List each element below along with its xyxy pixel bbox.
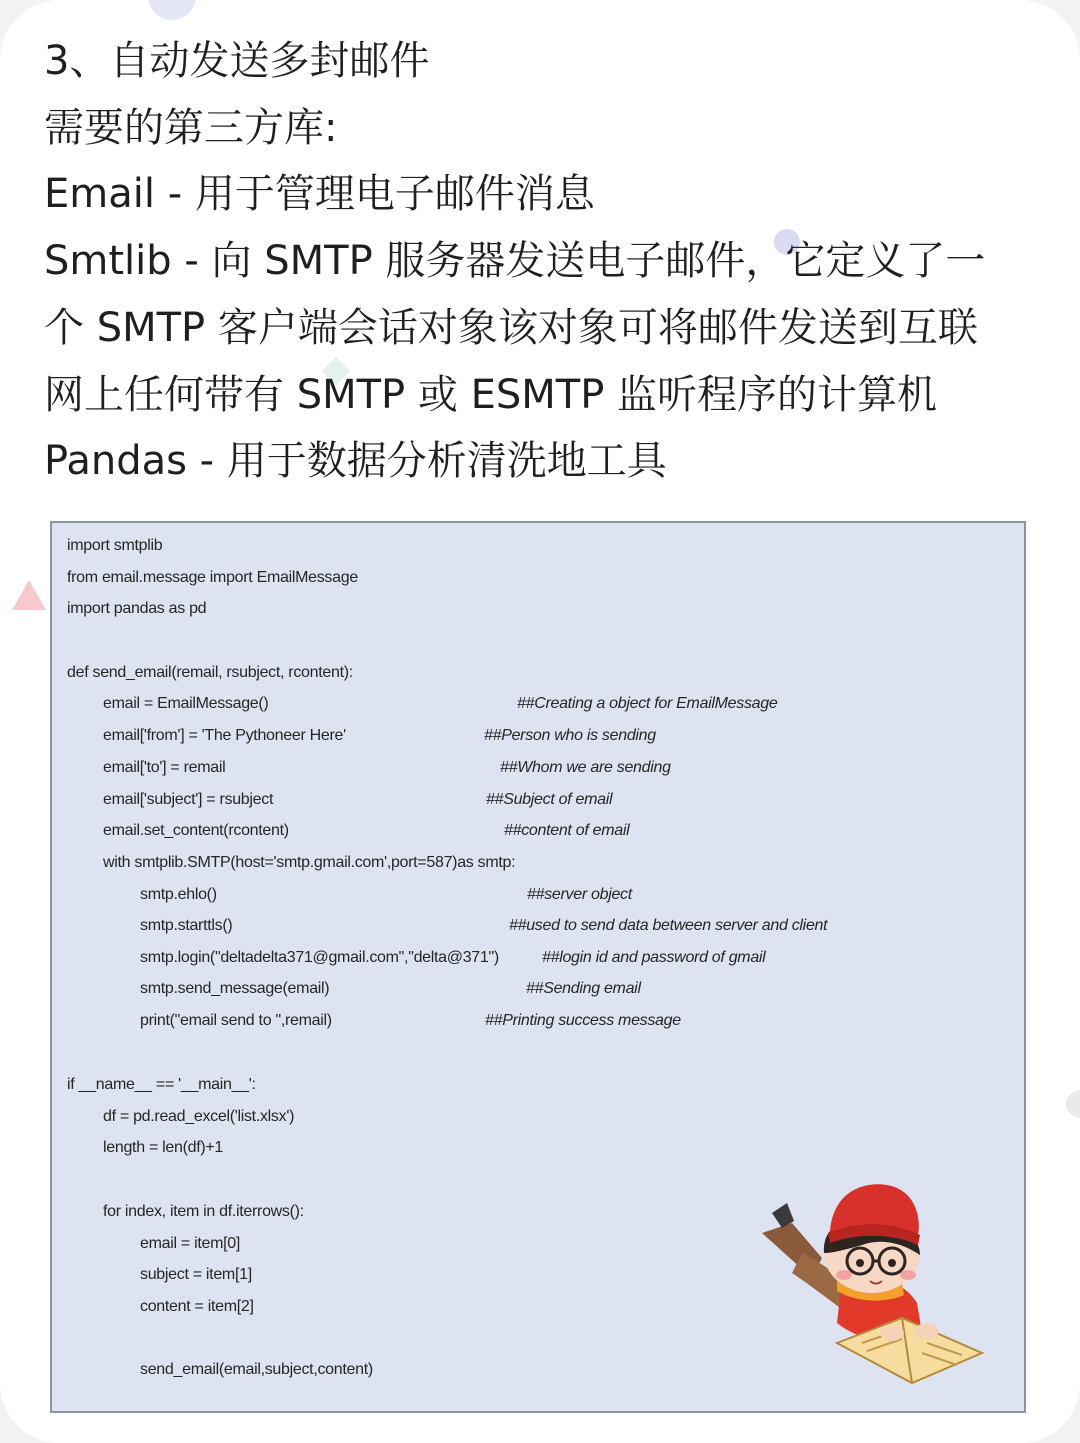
code-line: send_email(email,subject,content) [140, 1361, 373, 1378]
code-line: content = item[2] [140, 1298, 254, 1315]
code-comment: ##Person who is sending [484, 727, 656, 744]
code-comment: ##Subject of email [486, 791, 613, 808]
code-line: length = len(df)+1 [103, 1139, 224, 1156]
code-comment: ##Sending email [526, 980, 641, 997]
decorative-circle [1066, 1090, 1080, 1118]
code-line: email = item[0] [140, 1235, 240, 1252]
code-line: email = EmailMessage() [103, 695, 269, 712]
code-line: smtp.send_message(email) [140, 980, 330, 997]
code-line: email.set_content(rcontent) [103, 822, 289, 839]
intro-line: 需要的第三方库: [44, 104, 338, 151]
code-line: from email.message import EmailMessage [67, 569, 358, 586]
child-reading-illustration [752, 1183, 1002, 1403]
code-line: import pandas as pd [67, 600, 207, 617]
code-comment: ##content of email [504, 822, 630, 839]
intro-text [44, 28, 1044, 495]
code-line: df = pd.read_excel('list.xlsx') [103, 1108, 295, 1125]
code-line: with smtplib.SMTP(host='smtp.gmail.com',port=587)as smtp: [103, 854, 516, 871]
code-line: import smtplib [67, 537, 163, 554]
section-heading: 3、自动发送多封邮件 [44, 38, 430, 84]
code-comment: ##login id and password of gmail [542, 949, 766, 966]
code-line: smtp.ehlo() [140, 886, 217, 903]
code-line: email['to'] = remail [103, 759, 226, 776]
code-line: for index, item in df.iterrows(): [103, 1203, 304, 1220]
code-line: smtp.login("deltadelta371@gmail.com","delta@371") [140, 949, 499, 966]
code-comment: ##Creating a object for EmailMessage [517, 695, 778, 712]
code-comment: ##Printing success message [485, 1012, 681, 1029]
code-line: smtp.starttls() [140, 917, 233, 934]
code-comment: ##Whom we are sending [500, 759, 671, 776]
intro-line: 网上任何带有 SMTP 或 ESMTP 监听程序的计算机 [44, 371, 938, 418]
decorative-triangle [12, 580, 46, 610]
intro-line: 个 SMTP 客户端会话对象该对象可将邮件发送到互联 [44, 304, 978, 351]
code-line: print("email send to ",remail) [140, 1012, 332, 1029]
code-line: email['subject'] = rsubject [103, 791, 274, 808]
code-line: def send_email(remail, rsubject, rcontent): [67, 664, 353, 681]
code-block [50, 521, 1026, 1413]
decorative-circle [148, 0, 196, 20]
intro-line: Smtlib - 向 SMTP 服务器发送电子邮件，它定义了一 [44, 238, 986, 285]
code-comment: ##used to send data between server and client [509, 917, 828, 934]
intro-line: Pandas - 用于数据分析清洗地工具 [44, 438, 667, 485]
code-line: if __name__ == '__main__': [67, 1076, 256, 1093]
code-line: subject = item[1] [140, 1266, 252, 1283]
intro-line: Email - 用于管理电子邮件消息 [44, 171, 595, 218]
code-comment: ##server object [527, 886, 632, 903]
code-line: email['from'] = 'The Pythoneer Here' [103, 727, 346, 744]
